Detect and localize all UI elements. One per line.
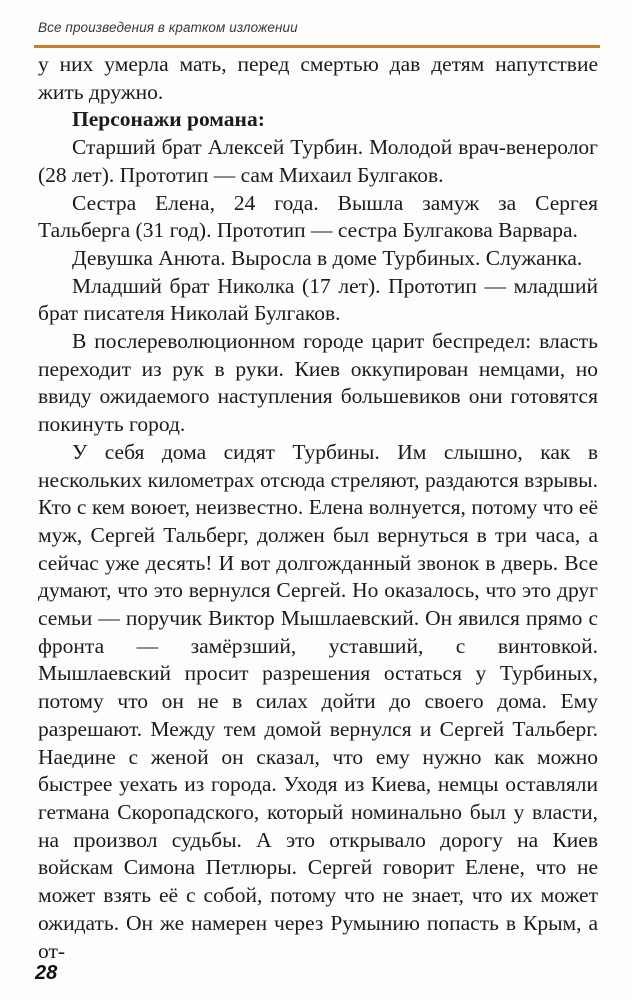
paragraph-turbins-home: У себя дома сидят Турбины. Им слышно, как в нескольких километрах отсюда стреляют, раздаются взрывы. Кто с кем воюет, неизвестно. Елена волнуется, потому что её муж, Сергей Тальберг, должен был вернуться в три часа, а сейчас уже десять! И вот долгожданный звонок в дверь. Все думают, что это вернулся Сергей. Но оказалось, что это друг семьи — поручик Виктор Мышлаевский. Он явился прямо с фронта — замёрзший, уставший, с винтовкой. Мышлаевский просит разрешения остаться у Турбиных, потому что он не в силах дойти до своего дома. Ему разрешают. Между тем домой вернулся и Сергей Тальберг. Наедине с женой он сказал, что ему нужно как можно быстрее уехать из города. Уходя из Киева, немцы оставляли гетмана Скоропадского, который номинально был у власти, на произвол судьбы. А это открывало дорогу на Киев войскам Симона Петлюры. Сергей говорит Елене, что не может взять её с собой, потому что не знает, что их может ожидать. Он же намерен через Румынию попасть в Крым, а от- bbox=[38, 439, 598, 963]
paragraph-anyuta: Девушка Анюта. Выросла в доме Турбиных. Служанка. bbox=[72, 245, 583, 270]
section-heading: Персонажи романа: bbox=[72, 107, 265, 132]
paragraph-continuation: у них умерла мать, перед смертью дав детям напутствие жить дружно. bbox=[38, 52, 598, 104]
paragraph-alexey: Старший брат Алексей Турбин. Молодой врач-венеролог (28 лет). Прототип — сам Михаил Булгаков. bbox=[38, 135, 598, 187]
paragraph-city: В послереволюционном городе царит беспредел: власть переходит из рук в руки. Киев оккупирован немцами, но ввиду ожидаемого наступления большевиков они готовятся покинуть город. bbox=[38, 329, 598, 437]
paragraph-elena: Сестра Елена, 24 года. Вышла замуж за Сергея Тальберга (31 год). Прототип — сестра Булгакова Варвара. bbox=[38, 190, 598, 243]
paragraph-nikolka: Младший брат Николка (17 лет). Прототип — младший брат писателя Николай Булгаков. bbox=[38, 273, 598, 326]
page-number: 28 bbox=[35, 962, 58, 984]
header-rule bbox=[34, 45, 600, 48]
body-text bbox=[38, 51, 598, 965]
running-head: Все произведения в кратком изложении bbox=[38, 20, 298, 35]
